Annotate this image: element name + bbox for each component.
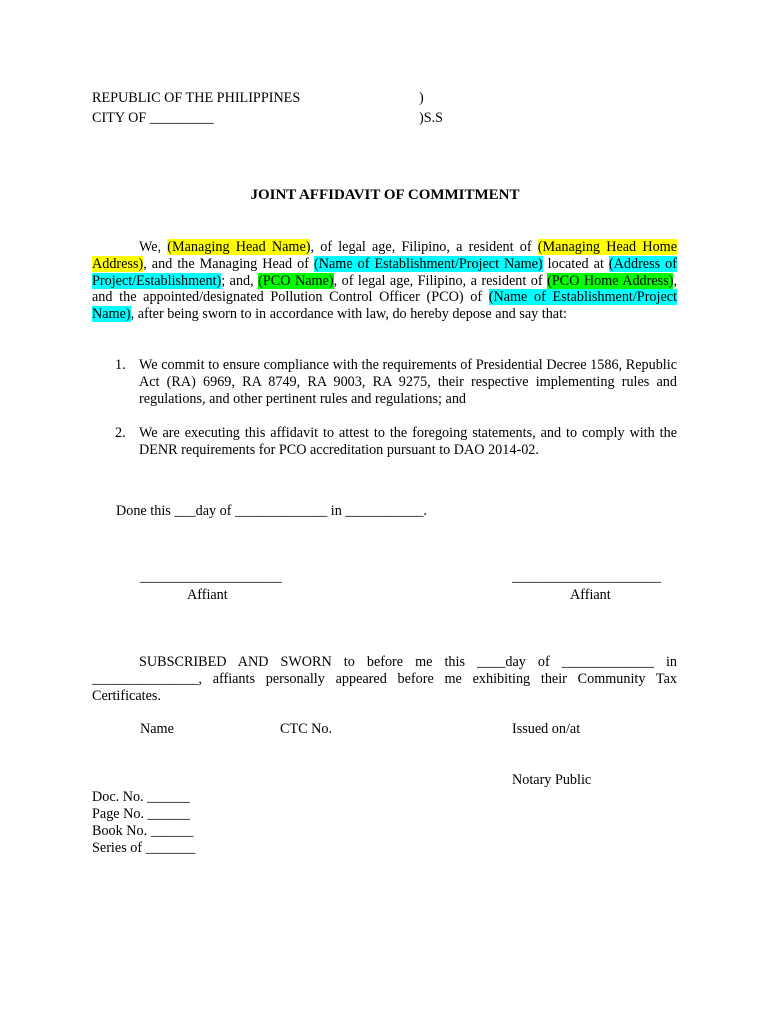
list-item: [115, 425, 677, 459]
intro-text-2: , of legal age, Filipino, a resident of: [310, 239, 538, 255]
intro-text-5: ; and,: [221, 272, 259, 289]
notary-public-label: Notary Public: [512, 772, 592, 788]
managing-head-name-field: (Managing Head Name): [167, 239, 311, 255]
managing-head-address-field: (Managing Head Home Address): [92, 239, 677, 272]
intro-text-4: located at: [542, 255, 609, 272]
establishment-name-field: (Name of Establishment/Project Name): [314, 255, 543, 272]
city-heading: CITY OF _________: [92, 110, 214, 126]
intro-text-6: , of legal age, Filipino, a resident of: [333, 272, 548, 289]
affiant-label-right: Affiant: [570, 587, 611, 603]
project-address-field: (Address of Project/Establishment): [92, 255, 677, 289]
document-title: JOINT AFFIDAVIT OF COMMITMENT: [250, 187, 520, 203]
affiant-label-left: Affiant: [187, 587, 228, 603]
doc-no: Doc. No. ______: [92, 789, 190, 805]
intro-paragraph: [92, 239, 677, 323]
republic-heading: REPUBLIC OF THE PHILIPPINES: [92, 90, 301, 106]
list-item-text: We commit to ensure compliance with the requirements of Presidential Decree 1586, Republic Act (RA) 6969, RA 8749, RA 9003, RA 9275, their respective implementing rules and regulations, and other pertinent rules and regulations; and: [139, 357, 677, 407]
book-no: Book No. ______: [92, 823, 194, 839]
column-issued-on-at: Issued on/at: [512, 721, 581, 737]
column-ctc-no: CTC No.: [280, 721, 333, 737]
list-item-number: 1.: [115, 357, 126, 373]
page-no: Page No. ______: [92, 806, 191, 822]
intro-text-3: , and the Managing Head of: [143, 255, 315, 272]
affiant-signature-line-right: _____________________: [512, 569, 661, 585]
establishment-name-field-2: (Name of Establishment/Project Name): [92, 289, 677, 323]
pco-name-field: (PCO Name): [258, 272, 334, 289]
pco-home-address-field: (PCO Home Address): [547, 272, 674, 289]
intro-text-8: , after being sworn to in accordance with law, do hereby depose and say that:: [130, 306, 567, 323]
list-item-text: We are executing this affidavit to attest to the foregoing statements, and to comply with the DENR requirements for PCO accreditation pursuant to DAO 2014-02.: [139, 425, 677, 458]
jurat-paragraph: SUBSCRIBED AND SWORN to before me this ____day of _____________ in _______________, affiants personally appeared before me exhibiting their Community Tax Certificates.: [92, 654, 677, 704]
ss-marker: )S.S: [419, 110, 444, 126]
column-name: Name: [140, 721, 174, 737]
list-item: [115, 357, 677, 407]
intro-text-1: We,: [139, 239, 168, 255]
affiant-signature-line-left: ____________________: [140, 569, 282, 585]
list-item-number: 2.: [115, 425, 126, 441]
header-paren: ): [419, 90, 424, 106]
series-of: Series of _______: [92, 840, 196, 856]
done-line: Done this ___day of _____________ in ___________.: [116, 503, 427, 519]
intro-text-7: , and the appointed/designated Pollution Control Officer (PCO) of: [92, 272, 677, 306]
